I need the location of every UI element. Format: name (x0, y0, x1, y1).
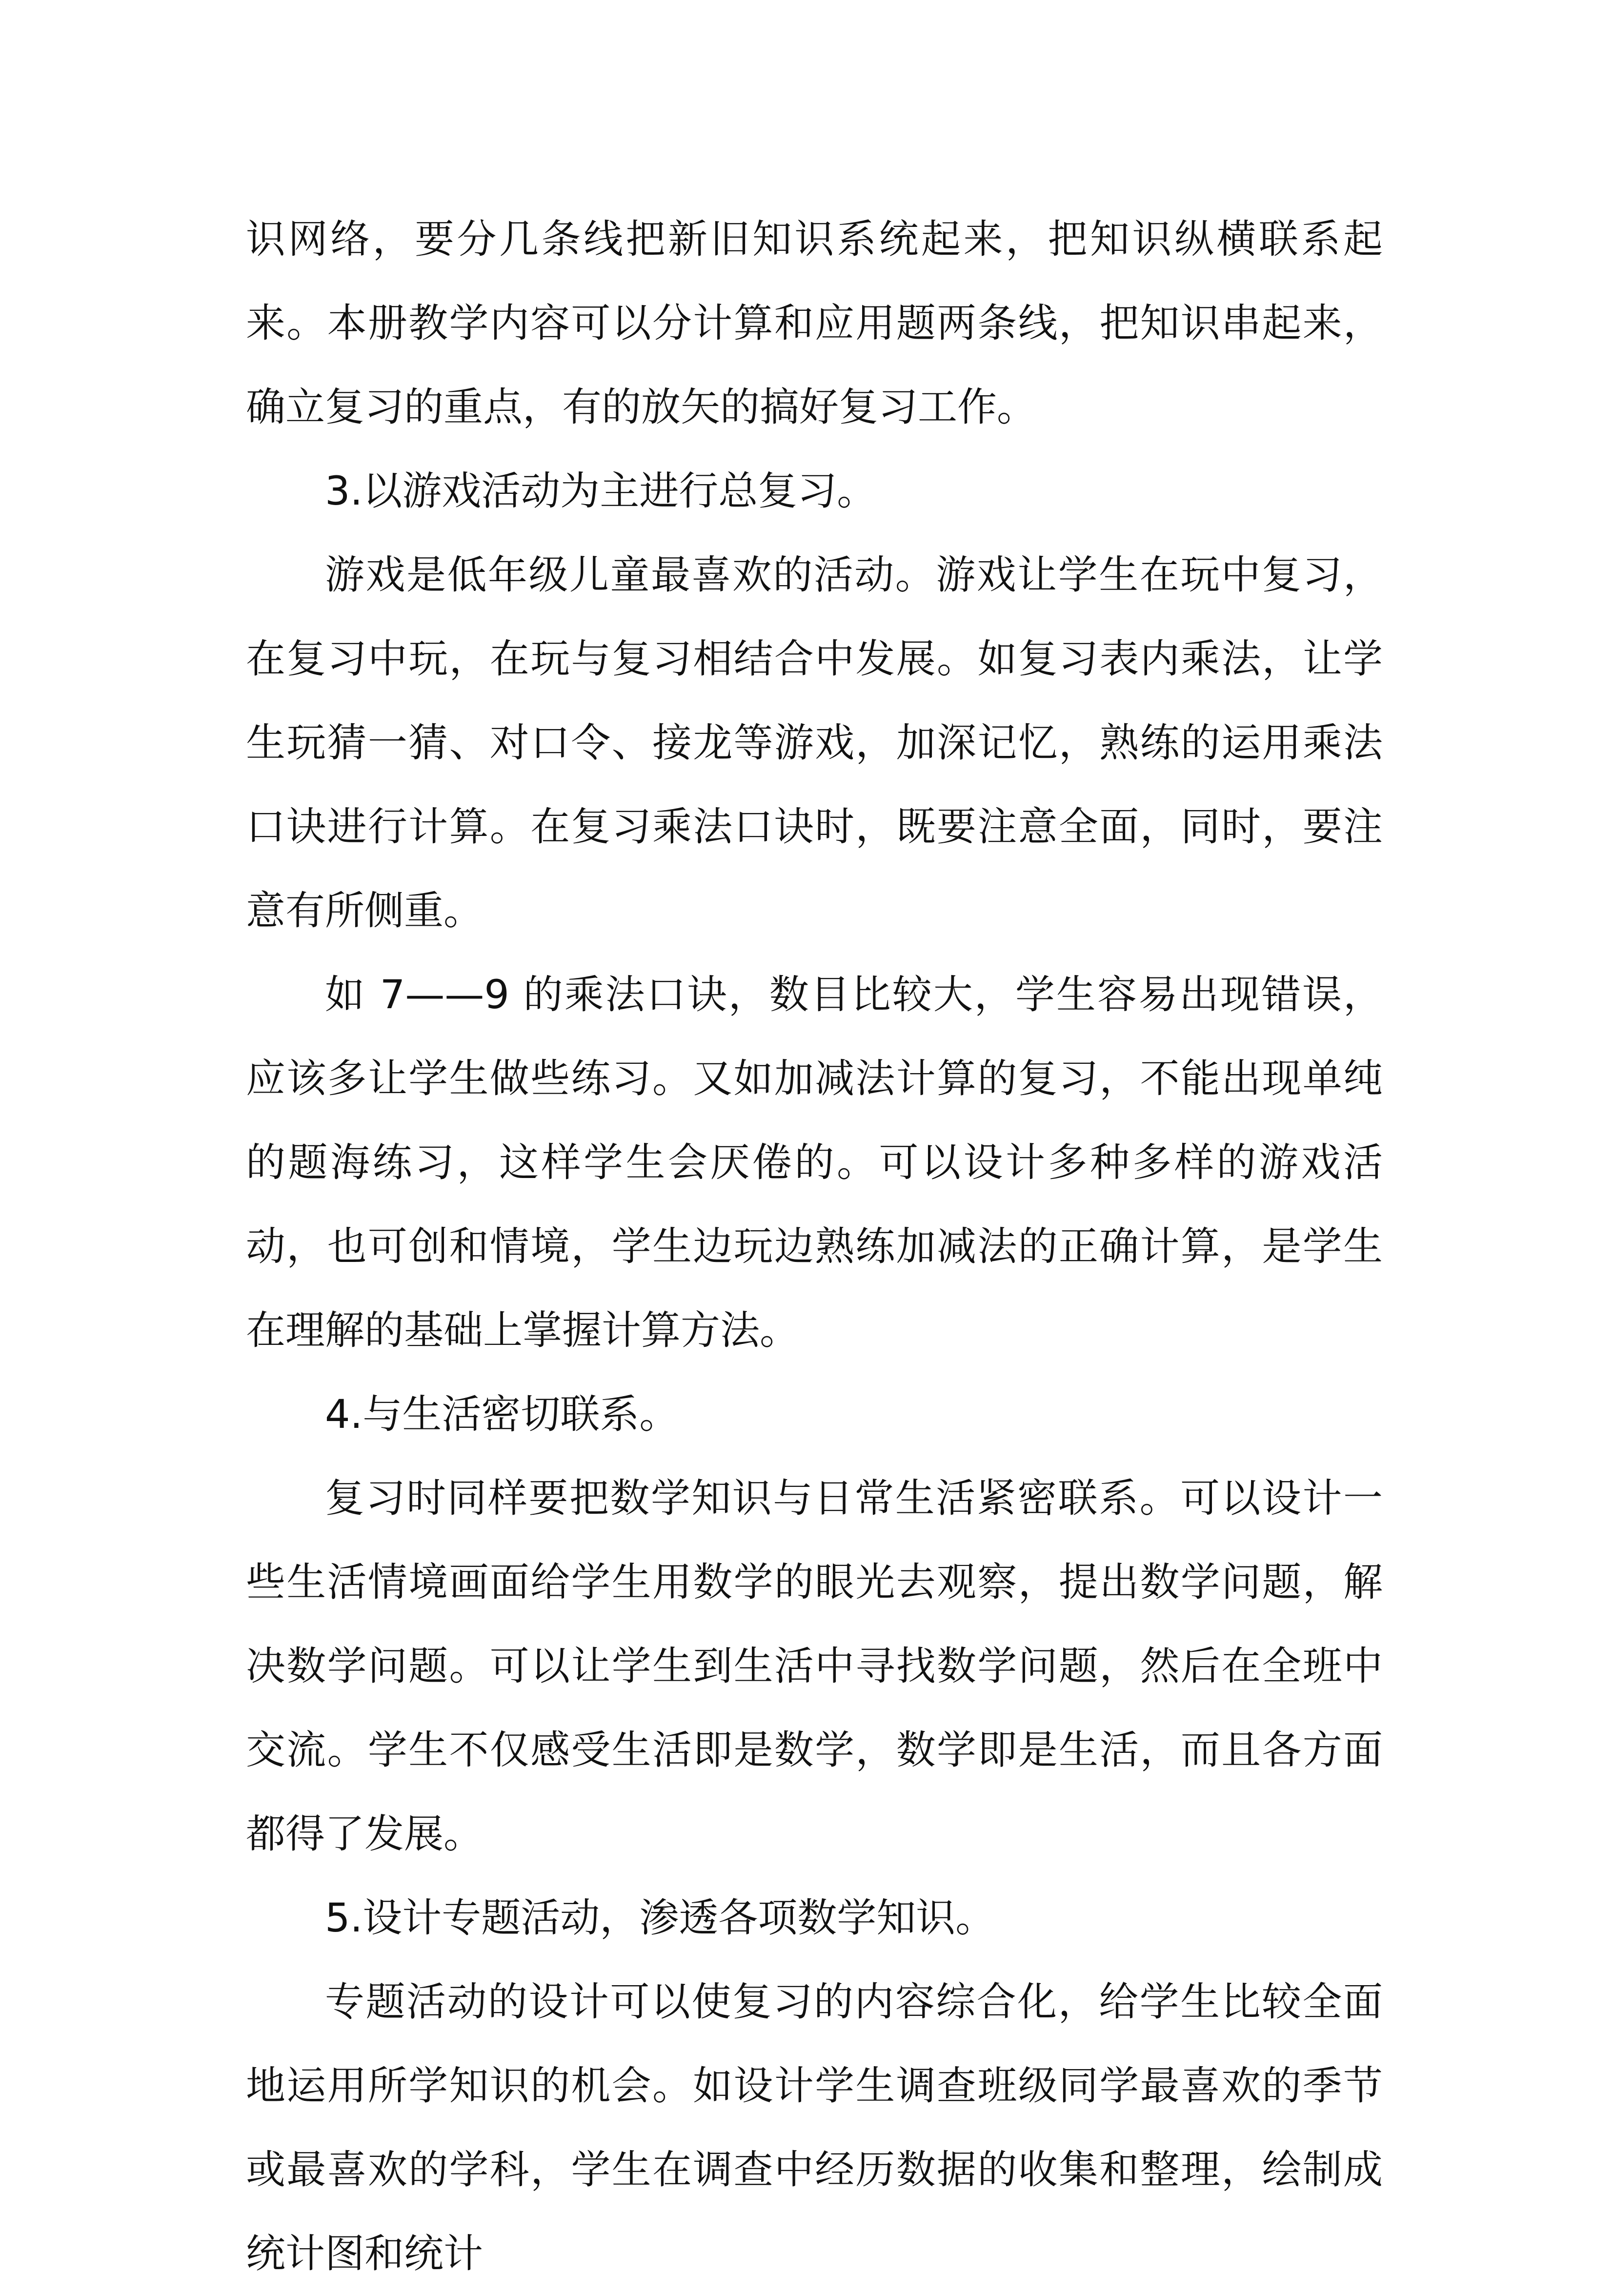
paragraph-games: 游戏是低年级儿童最喜欢的活动。游戏让学生在玩中复习，在复习中玩，在玩与复习相结合中发展。如复习表内乘法，让学生玩猜一猜、对口令、接龙等游戏，加深记忆，熟练的运用乘法口诀进行计算。在复习乘法口诀时，既要注意全面，同时，要注意有所侧重。 (246, 552, 1383, 934)
heading-3-game-review: 3.以游戏活动为主进行总复习。 (325, 468, 877, 514)
paragraph-1: 识网络，要分几条线把新旧知识系统起来，把知识纵横联系起来。本册教学内容可以分计算和应用题两条线，把知识串起来，确立复习的重点，有的放矢的搞好复习工作。 (246, 217, 1383, 430)
paragraph-multiplication: 如 7——9 的乘法口诀，数目比较大，学生容易出现错误，应该多让学生做些练习。又如加减法计算的复习，不能出现单纯的题海练习，这样学生会厌倦的。可以设计多种多样的游戏活动，也可创和情境，学生边玩边熟练加减法的正确计算，是学生在理解的基础上掌握计算方法。 (246, 972, 1383, 1354)
document-body (246, 198, 1383, 2296)
heading-4-life-connection: 4.与生活密切联系。 (325, 1392, 679, 1438)
heading-5-special-activities: 5.设计专题活动，渗透各项数学知识。 (325, 1895, 995, 1941)
paragraph-life: 复习时同样要把数学知识与日常生活紧密联系。可以设计一些生活情境画面给学生用数学的眼光去观察，提出数学问题，解决数学问题。可以让学生到生活中寻找数学问题，然后在全班中交流。学生不仅感受生活即是数学，数学即是生活，而且各方面都得了发展。 (246, 1476, 1383, 1857)
paragraph-special-activities: 专题活动的设计可以使复习的内容综合化，给学生比较全面地运用所学知识的机会。如设计学生调查班级同学最喜欢的季节或最喜欢的学科，学生在调查中经历数据的收集和整理，绘制成统计图和统计 (246, 1979, 1383, 2277)
